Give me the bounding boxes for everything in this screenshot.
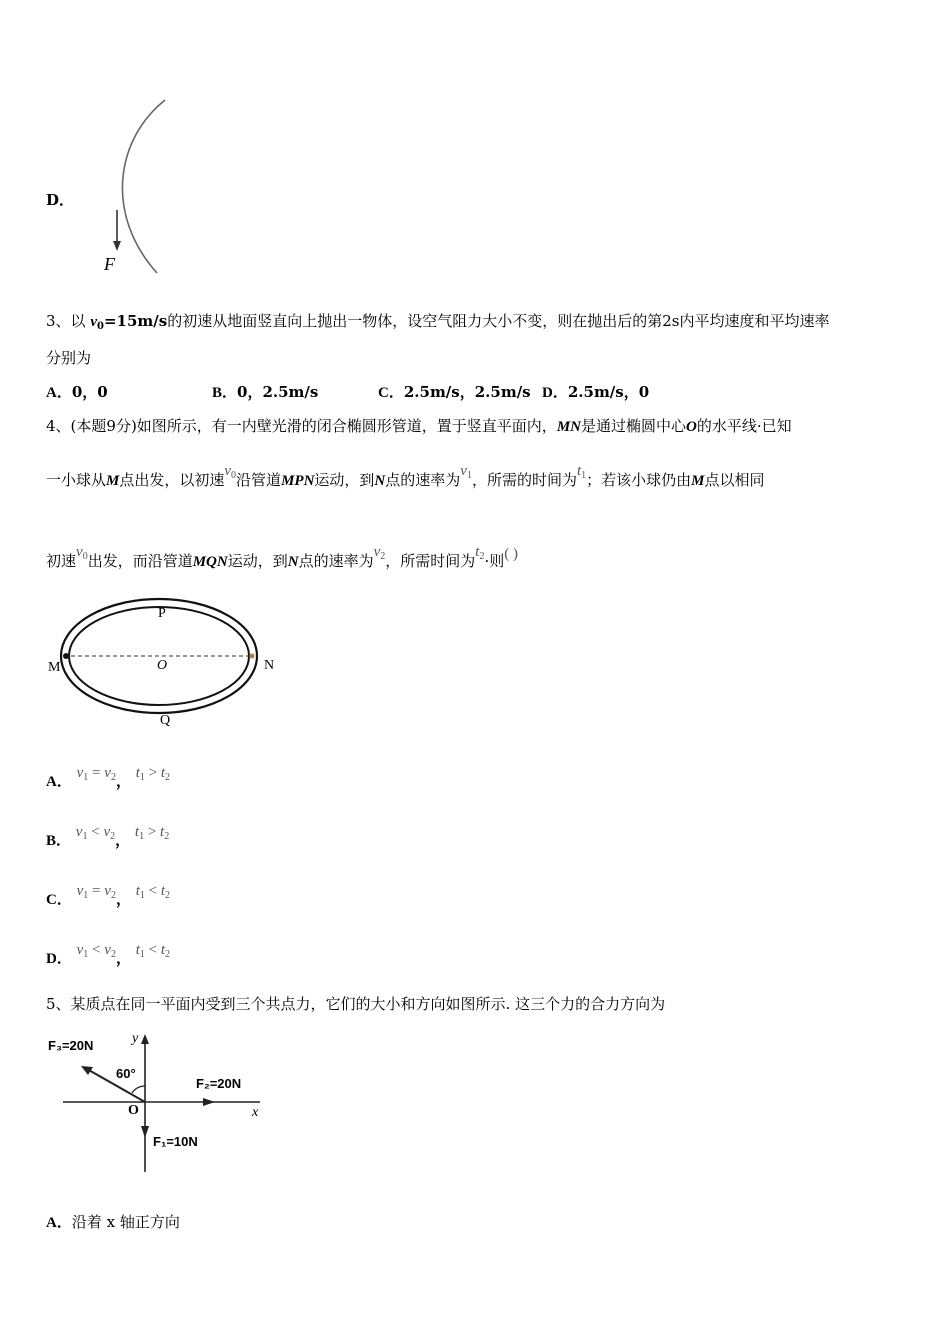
trajectory-curve — [122, 100, 165, 273]
q3-line1 — [46, 311, 829, 337]
q4-n2: N — [287, 554, 299, 570]
q4-mn: MN — [556, 419, 581, 435]
q4-line3 — [46, 544, 518, 577]
q5-line1 — [46, 994, 665, 1014]
q4-m: M — [106, 473, 120, 489]
q5-number: 5、 — [46, 995, 71, 1013]
label-p: P — [158, 606, 166, 621]
q4-line3-f: ·则 — [484, 552, 505, 570]
point-n — [250, 654, 255, 659]
q5-option-a — [46, 1212, 180, 1233]
q4-mpn: MPN — [281, 473, 315, 489]
q3-line2: 分别为 — [46, 349, 92, 367]
q4-option-a-t: $t_1 > t_2$ — [135, 765, 171, 783]
label-o: O — [157, 658, 168, 673]
q3-option-a-text: 0，0 — [71, 383, 108, 401]
f2-arrow-head — [203, 1098, 215, 1106]
q3-text-after: 的初速从地面竖直向上抛出一物体，设空气阻力大小不变，则在抛出后的第2s内平均速度和平均速率 — [167, 312, 830, 330]
q3-option-c-label: C． — [378, 385, 404, 401]
q4-option-b-label: B． — [46, 833, 72, 849]
q4-option-d-v: $v_1 < v_2$ — [76, 942, 116, 960]
q4-line2-g: ；若该小球仍由 — [586, 471, 692, 489]
q3-option-c — [378, 382, 531, 403]
q3-option-d-text: 2.5m/s，0 — [567, 383, 650, 401]
q4-option-d-label: D． — [46, 951, 72, 967]
q4-number: 4、 — [46, 417, 71, 435]
q4-line2 — [46, 463, 765, 496]
q3-option-b-label: B． — [212, 385, 238, 401]
q3-number: 3、 — [46, 312, 71, 330]
q3-option-a-label: A． — [46, 385, 72, 401]
q4-option-c: C． $v_1 = v_2$， $t_1 < t_2$ — [46, 883, 171, 908]
q4-line3-e: ，所需时间为 — [385, 552, 476, 570]
f2-label: F₂=20N — [196, 1076, 242, 1091]
f3-label: F₃=20N — [48, 1038, 94, 1053]
ball-m — [63, 653, 69, 659]
q4-line2-e: 点的速率为 — [385, 471, 461, 489]
q4-line1-b: 是通过椭圆中心 — [580, 417, 686, 435]
q4-line1-c: 的水平线·已知 — [696, 417, 792, 435]
q3-option-a — [46, 382, 108, 403]
q4-option-a: A． $v_1 = v_2$， $t_1 > t_2$ — [46, 765, 171, 790]
q5-option-a-text: 沿着 x 轴正方向 — [71, 1213, 180, 1231]
q4-line2-f: ，所需的时间为 — [471, 471, 577, 489]
q4-line3-b: 出发，而沿管道 — [87, 552, 193, 570]
q4-v0: $v_0$ — [224, 463, 237, 481]
q3-option-b — [212, 382, 318, 403]
q3-option-c-text: 2.5m/s，2.5m/s — [403, 383, 531, 401]
q5-option-a-label: A． — [46, 1215, 72, 1231]
q4-line3-c: 运动，到 — [227, 552, 288, 570]
q4-line2-a: 一小球从 — [46, 471, 107, 489]
label-n: N — [264, 658, 275, 673]
f1-label: F₁=10N — [153, 1134, 198, 1149]
q3-v0-sub: 0 — [97, 321, 104, 332]
q4-n: N — [374, 473, 386, 489]
q4-option-b-v: $v_1 < v_2$ — [75, 824, 116, 842]
q4-option-d: D． $v_1 < v_2$， $t_1 < t_2$ — [46, 942, 171, 967]
q4-option-b-t: $t_1 > t_2$ — [134, 824, 170, 842]
q4-option-c-label: C． — [46, 892, 72, 908]
q3-option-d — [542, 382, 649, 403]
q4-o: O — [686, 419, 697, 435]
f1-arrow-head — [141, 1126, 149, 1138]
q4-v2: $v_2$ — [373, 544, 386, 562]
q4-line2-d: 运动，到 — [314, 471, 375, 489]
force-label-f: F — [104, 254, 115, 274]
x-label: x — [252, 1105, 259, 1120]
q3-option-b-text: 0，2.5m/s — [237, 383, 319, 401]
q4-option-a-label: A． — [46, 774, 72, 790]
q3-option-d-label: D． — [542, 385, 568, 401]
q5-text: 某质点在同一平面内受到三个共点力，它们的大小和方向如图所示. 这三个力的合力方向为 — [70, 995, 666, 1013]
q4-option-d-t: $t_1 < t_2$ — [135, 942, 171, 960]
q4-v0b: $v_0$ — [76, 544, 88, 562]
q4-line3-d: 点的速率为 — [298, 552, 374, 570]
y-axis-arrow — [141, 1034, 149, 1044]
option-d-label: D． — [46, 191, 75, 209]
q4-mqn: MQN — [192, 554, 228, 570]
q4-t2: $t_2$ — [475, 544, 485, 562]
label-q: Q — [160, 713, 171, 728]
q4-option-b: B． $v_1 < v_2$， $t_1 > t_2$ — [46, 824, 170, 849]
q4-line1 — [46, 416, 792, 437]
q4-line3-a: 初速 — [46, 552, 77, 570]
q4-line1-a: (本题9分)如图所示，有一内壁光滑的闭合椭圆形管道，置于竖直平面内， — [70, 417, 557, 435]
q3-text-before: 以 — [70, 312, 86, 330]
q4-option-c-t: $t_1 < t_2$ — [135, 883, 171, 901]
angle-label: 60° — [116, 1066, 136, 1081]
y-label: y — [132, 1031, 139, 1046]
q4-v1: $v_1$ — [460, 463, 472, 481]
q4-t1: $t_1$ — [576, 463, 587, 481]
origin-label: O — [128, 1103, 139, 1118]
q4-line2-b: 点出发，以初速 — [119, 471, 225, 489]
q4-answer-paren: ( ) — [504, 546, 518, 562]
q4-line2-h: 点以相同 — [704, 471, 765, 489]
q4-m2: M — [691, 473, 705, 489]
force-arrow-head — [113, 241, 121, 251]
label-m: M — [48, 660, 61, 675]
q4-option-c-v: $v_1 = v_2$ — [76, 883, 116, 901]
q3-value: =15m/s — [103, 312, 168, 330]
q4-option-a-v: $v_1 = v_2$ — [76, 765, 116, 783]
angle-arc — [132, 1086, 145, 1093]
q3-v0-var: v — [90, 314, 98, 330]
q4-line2-c: 沿管道 — [236, 471, 282, 489]
